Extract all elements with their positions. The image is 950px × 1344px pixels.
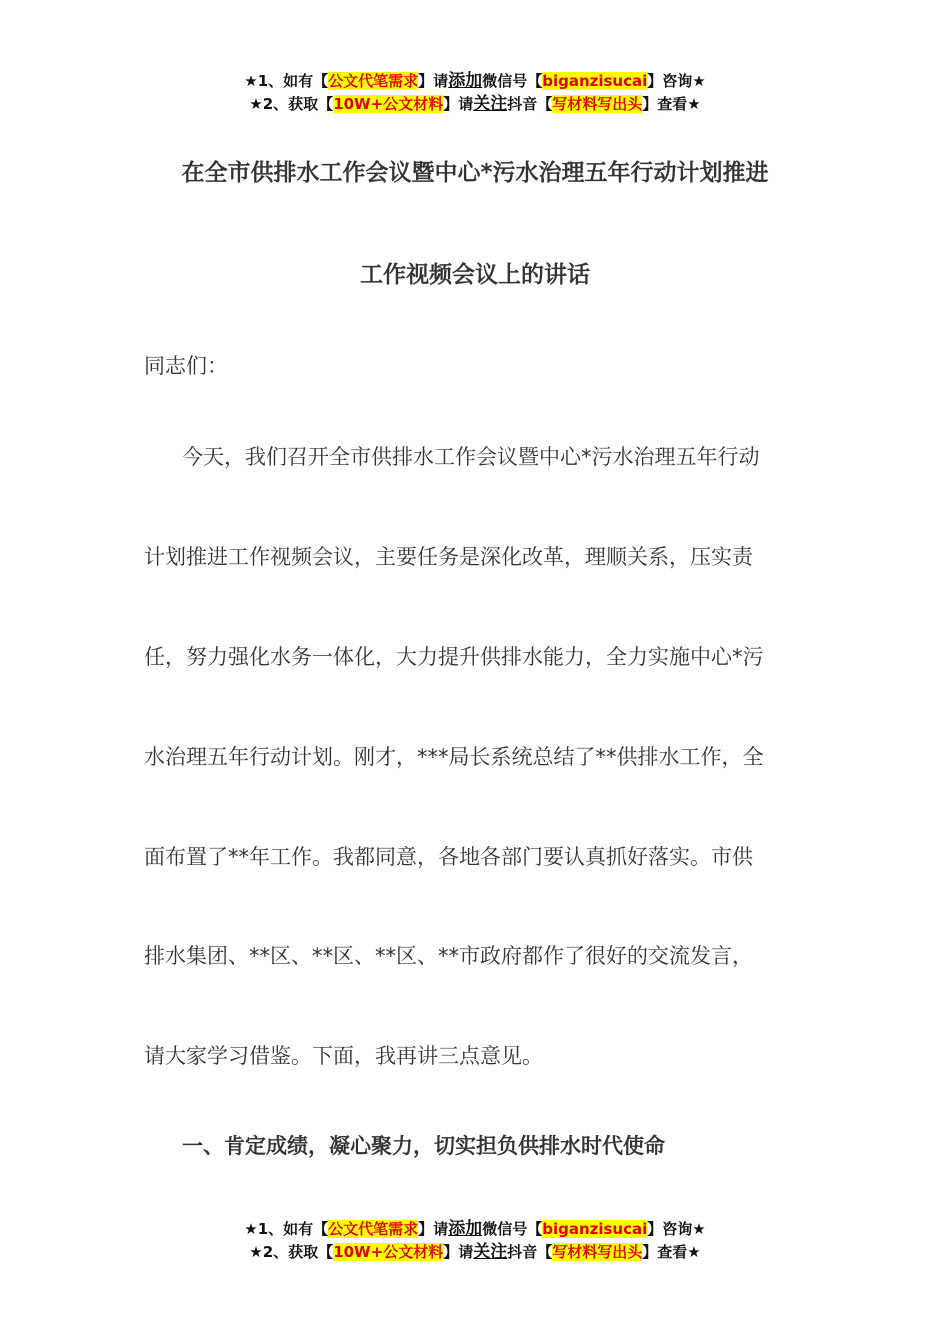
section-heading-1: 一、肯定成绩，凝心聚力，切实担负供排水时代使命 [182, 1134, 665, 1158]
document-title-line-1: 在全市供排水工作会议暨中心*污水治理五年行动计划推进 [181, 160, 769, 186]
banner-text: ★1、如有【 [244, 1220, 329, 1238]
banner-wechat-id: biganzisucai [542, 1220, 648, 1238]
banner-emphasis: 关注 [473, 94, 508, 114]
salutation: 同志们： [144, 354, 228, 378]
banner-text: 抖音【 [507, 95, 553, 113]
banner-text: 】请 [443, 1243, 474, 1261]
banner-text: 微信号【 [482, 1220, 543, 1238]
banner-line-1 [0, 1218, 950, 1241]
banner-emphasis: 关注 [473, 1242, 508, 1262]
banner-text: 】查看★ [642, 1243, 701, 1261]
paragraph-line: 水治理五年行动计划。刚才，***局长系统总结了**供排水工作，全 [144, 745, 764, 769]
banner-text: ★1、如有【 [244, 72, 329, 90]
banner-text: 】查看★ [642, 95, 701, 113]
banner-text: 抖音【 [507, 1243, 553, 1261]
banner-text: ★2、获取【 [249, 1243, 334, 1261]
banner-wechat-id: biganzisucai [542, 72, 648, 90]
banner-line-2 [0, 1241, 950, 1264]
banner-line-2 [0, 93, 950, 116]
banner-highlight: 写材料写出头 [552, 95, 643, 113]
paragraph-line: 任，努力强化水务一体化，大力提升供排水能力，全力实施中心*污 [144, 645, 764, 669]
banner-text: 】请 [443, 95, 474, 113]
banner-text: 】咨询★ [647, 72, 706, 90]
banner-emphasis: 添加 [448, 71, 483, 91]
banner-text: 微信号【 [482, 72, 543, 90]
paragraph-line: 面布置了**年工作。我都同意，各地各部门要认真抓好落实。市供 [144, 845, 753, 869]
banner-highlight: 公文代笔需求 [328, 1220, 419, 1238]
banner-highlight: 公文代笔需求 [328, 72, 419, 90]
paragraph-line: 排水集团、**区、**区、**区、**市政府都作了很好的交流发言， [144, 944, 753, 968]
paragraph-line: 今天，我们召开全市供排水工作会议暨中心*污水治理五年行动 [182, 445, 760, 469]
banner-text: ★2、获取【 [249, 95, 334, 113]
top-banner [0, 70, 950, 116]
banner-text: 】请 [418, 72, 449, 90]
paragraph-line: 计划推进工作视频会议，主要任务是深化改革，理顺关系，压实责 [144, 545, 753, 569]
paragraph-line: 请大家学习借鉴。下面，我再讲三点意见。 [144, 1044, 543, 1068]
document-title-line-2: 工作视频会议上的讲话 [360, 262, 590, 288]
banner-text: 】咨询★ [647, 1220, 706, 1238]
banner-highlight: 10W+公文材料 [333, 1243, 444, 1261]
banner-text: 】请 [418, 1220, 449, 1238]
banner-line-1 [0, 70, 950, 93]
bottom-banner [0, 1218, 950, 1264]
banner-emphasis: 添加 [448, 1219, 483, 1239]
banner-highlight: 写材料写出头 [552, 1243, 643, 1261]
banner-highlight: 10W+公文材料 [333, 95, 444, 113]
